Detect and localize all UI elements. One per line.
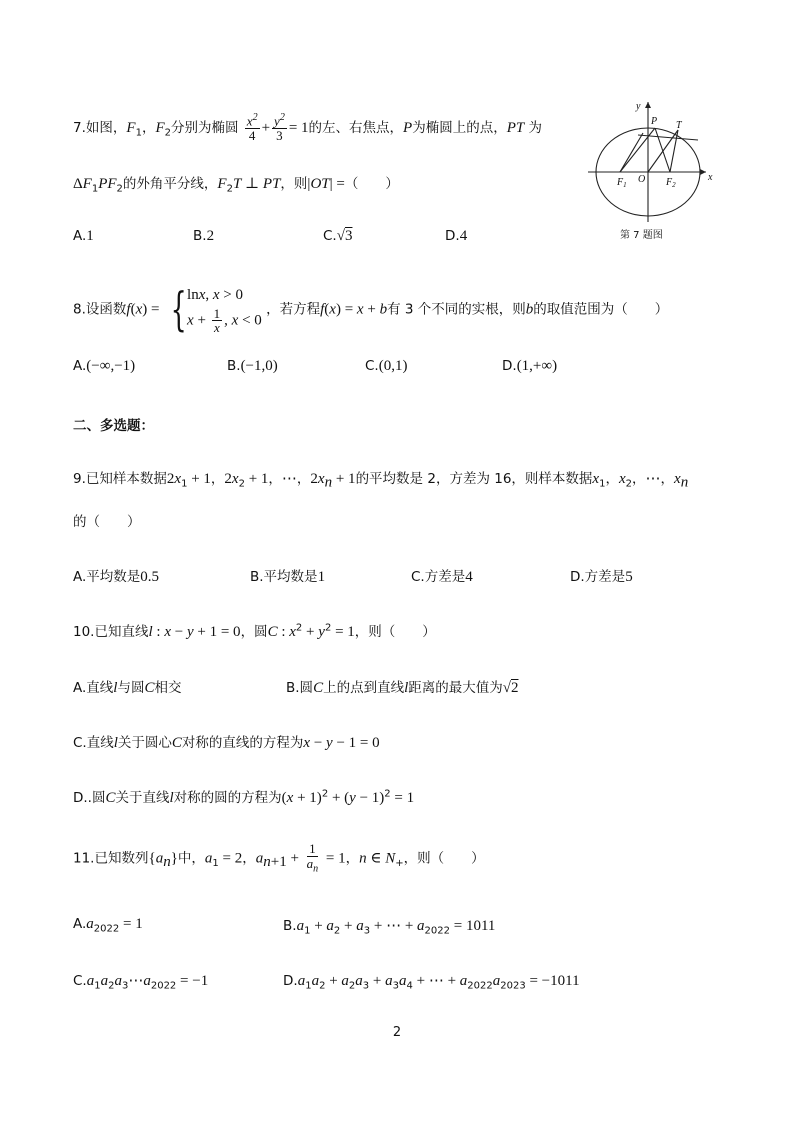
label-f2: $F_2$: [666, 177, 676, 189]
q9-option-c[interactable]: C.方差是4: [411, 569, 473, 585]
q7-line2: $\Delta F_1PF_2$的外角平分线，$F_2T$ ⊥ PT，则|OT| =（ ）: [73, 176, 399, 195]
q8-option-c[interactable]: C.(0,1): [365, 358, 408, 374]
label-p: P: [651, 116, 658, 127]
q7-option-b[interactable]: B.2: [193, 228, 215, 244]
q8-option-d[interactable]: D.(1,+∞): [502, 358, 558, 374]
figure-caption: 第 7 题图: [620, 230, 663, 241]
q7-option-c[interactable]: C.√3: [323, 228, 353, 244]
q9-option-d[interactable]: D.方差是5: [570, 569, 633, 585]
segment-p-f2: [655, 128, 670, 172]
q8-line1: 8.设函数f(x) = { lnx, x > 0 x + $\frac{1}{x}$ , x < 0 ，若方程f(x) = x + b有 3 个不同的实根，则b的取值范围为（ ）: [73, 282, 669, 337]
q9-option-b[interactable]: B.平均数是1: [250, 569, 326, 585]
q10-option-d[interactable]: D..圆C关于直线l对称的圆的方程为$(x + 1)^2 + (y - 1)^2 = 1$: [73, 788, 415, 806]
q7-line1: 7.如图，$F_1$，$F_2$分别为椭圆 $\frac{x^2}{4}$ + $\frac{y^2}{3}$ = 1的左、右焦点，P为椭圆上的点，PT 为: [73, 112, 543, 143]
q11-option-b[interactable]: $B.a_1 + a_2 + a_3$ + ⋯ + $a_{2022} = 1011$: [283, 918, 496, 937]
q10-option-c[interactable]: C.直线l关于圆心C对称的直线的方程为x − y − 1 = 0: [73, 735, 380, 751]
label-f1: $F_1$: [617, 177, 627, 189]
section-heading-multiple-choice: 二、多选题：: [73, 418, 154, 434]
page-number: 2: [392, 1025, 402, 1040]
q10-line1: 10.已知直线l : x − y + 1 = 0，圆C : $x^2 + y^2 = 1$，则（ ）: [73, 622, 436, 640]
q11-option-d[interactable]: $D.a_1a_2 + a_2a_3 + a_3a_4$ + ⋯ + $a_{2022}a_{2023} = -1011$: [283, 973, 580, 992]
q10-option-a[interactable]: A.直线l与圆C相交: [73, 680, 182, 696]
q7-option-d[interactable]: D.4: [445, 228, 468, 244]
ellipse-figure: [588, 100, 728, 242]
q7-option-a[interactable]: A.1: [73, 228, 94, 244]
label-x: x: [708, 172, 713, 183]
q8-option-b[interactable]: B.(−1,0): [227, 358, 278, 374]
label-o: O: [638, 174, 646, 185]
segment-f1-p: [620, 128, 655, 172]
q9-line2: 的（ ）: [73, 514, 141, 530]
label-t: T: [676, 120, 682, 131]
q11-option-c[interactable]: $C.a_1a_2a_3\cdots a_{2022} = -1$: [73, 973, 209, 992]
label-y: y: [636, 101, 641, 112]
q10-option-b[interactable]: B.圆C上的点到直线l距离的最大值为√2: [286, 680, 519, 696]
q9-line1: 9.已知样本数据$2x_1 + 1$，$2x_2 + 1$，⋯，$2x_n + 1$的平均数是 2，方差为 16，则样本数据$x_1$，$x_2$，⋯，$x_n$: [73, 471, 689, 491]
q11-option-a[interactable]: $A.a_{2022} = 1$: [73, 916, 143, 935]
q9-option-a[interactable]: A.平均数是0.5: [73, 569, 160, 585]
q8-option-a[interactable]: A.(−∞,−1): [73, 358, 136, 374]
q11-line1: 11.已知数列$\{a_n\}$中，$a_1 = 2$，$a_{n+1}$ + $\frac{1}{a_n}$ = 1，n ∈ $N_+$，则（ ）: [73, 841, 485, 875]
